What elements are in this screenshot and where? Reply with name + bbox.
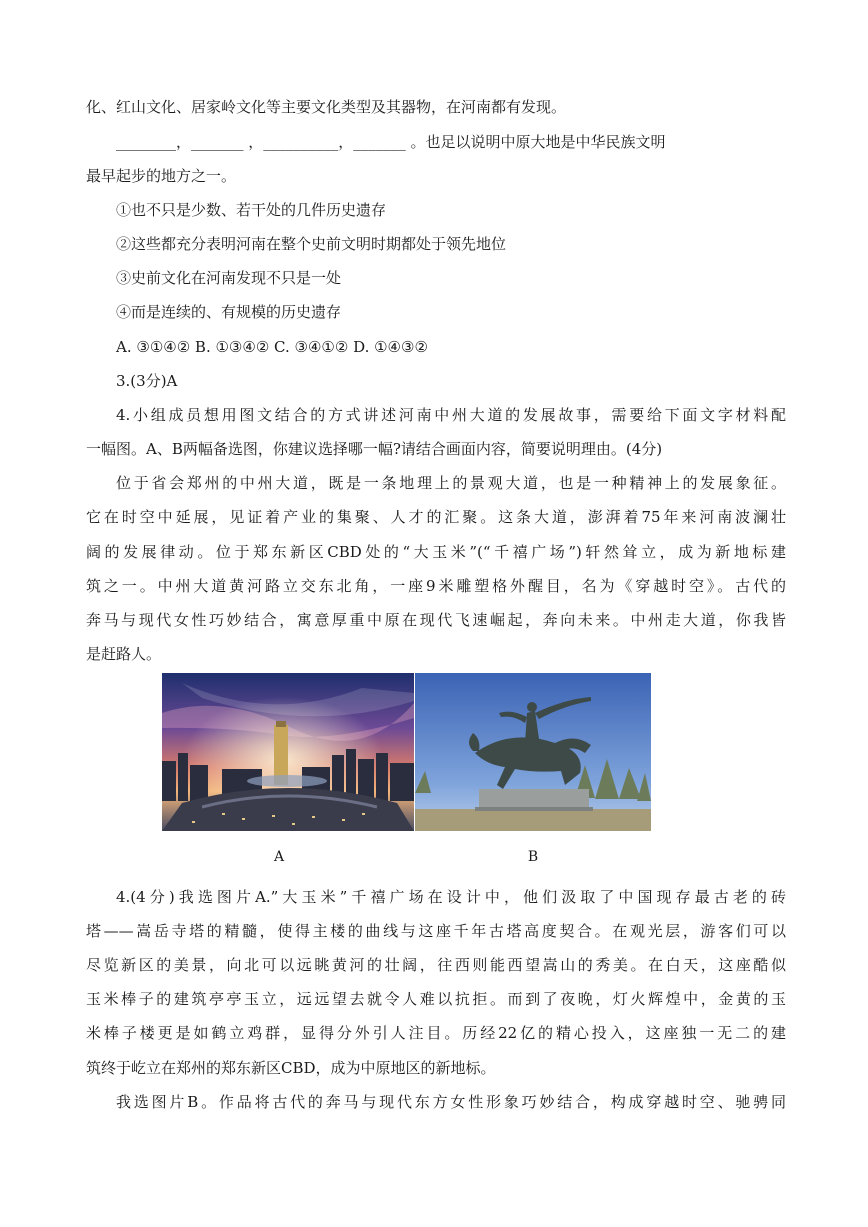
option-3: ③史前文化在河南发现不只是一处	[116, 269, 342, 287]
material-text: 它在时空中延展，见证着产业的集聚、人才的汇聚。这条大道，澎湃着75年来河南波澜壮	[86, 508, 786, 526]
answer-4-a: 4.(4分)我选图片A.”大玉米”千禧广场在设计中，他们汲取了中国现存最古老的砖	[116, 888, 786, 906]
text-line: 最早起步的地方之一。	[86, 167, 237, 185]
material-text: 是赶路人。	[86, 645, 162, 663]
answer-4-a: 筑终于屹立在郑州的郑东新区CBD，成为中原地区的新地标。	[86, 1059, 496, 1077]
material-text: 阔的发展律动。位于郑东新区CBD处的“大玉米”(“千禧广场”)轩然耸立，成为新地标建	[86, 543, 786, 561]
text-line: 化、红山文化、居家岭文化等主要文化类型及其器物，在河南都有发现。	[86, 98, 567, 116]
material-text: 筑之一。中州大道黄河路立交东北角，一座9米雕塑格外醒目，名为《穿越时空》。古代的	[86, 577, 786, 595]
photo-b-sculpture	[415, 673, 651, 831]
option-1: ①也不只是少数、若干处的几件历史遗存	[116, 201, 387, 219]
option-4: ④而是连续的、有规模的历史遗存	[116, 303, 342, 321]
photo-b-caption: B	[527, 849, 539, 865]
answer-4-a: 塔——嵩岳寺塔的精髓，使得主楼的曲线与这座千年古塔高度契合。在观光层，游客们可以	[86, 922, 786, 940]
photo-a-caption: A	[273, 849, 285, 865]
question-4-cont: 一幅图。A、B两幅备选图，你建议选择哪一幅?请结合画面内容，简要说明理由。(4分)	[86, 440, 663, 458]
answer-4-a: 玉米棒子的建筑亭亭玉立，远远望去就令人难以抗拒。而到了夜晚，灯火辉煌中，金黄的玉	[86, 990, 786, 1008]
photo-a-skyline	[162, 673, 414, 831]
answer-3: 3.(3分)A	[116, 372, 178, 390]
option-2: ②这些都充分表明河南在整个史前文明时期都处于领先地位	[116, 235, 507, 253]
answer-4-b: 我选图片B。作品将古代的奔马与现代东方女性形象巧妙结合，构成穿越时空、驰骋同	[116, 1093, 786, 1111]
material-text: 位于省会郑州的中州大道，既是一条地理上的景观大道，也是一种精神上的发展象征。	[116, 474, 786, 492]
material-text: 奔马与现代女性巧妙结合，寓意厚重中原在现代飞速崛起，奔向未来。中州走大道，你我皆	[86, 611, 786, 629]
fill-in-blank-line: ________，_______ ，__________，_______ 。也足以说明中原大地是中华民族文明	[116, 133, 666, 151]
answer-4-a: 米棒子楼更是如鹤立鸡群，显得分外引人注目。历经22亿的精心投入，这座独一无二的建	[86, 1024, 786, 1042]
question-4: 4.小组成员想用图文结合的方式讲述河南中州大道的发展故事，需要给下面文字材料配	[116, 406, 786, 424]
answer-choices: A. ③①④② B. ①③④② C. ③④①② D. ①④③②	[116, 338, 428, 356]
answer-4-a: 尽览新区的美景，向北可以远眺黄河的壮阔，往西则能西望嵩山的秀美。在白天，这座酷似	[86, 956, 786, 974]
